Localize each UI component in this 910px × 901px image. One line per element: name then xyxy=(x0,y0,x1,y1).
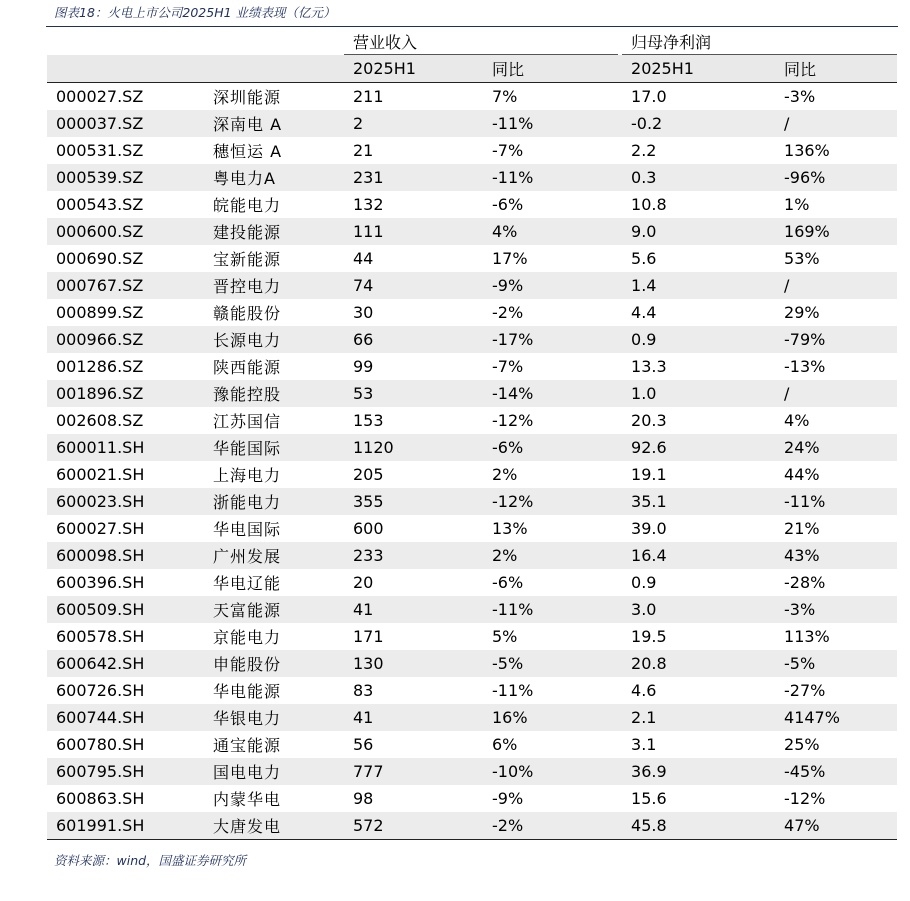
net-profit-cell: 0.9 xyxy=(622,569,775,596)
stock-code-cell: 001896.SZ xyxy=(47,380,204,407)
net-profit-yoy-cell: 43% xyxy=(775,542,897,569)
table-row xyxy=(47,461,897,488)
revenue-yoy-cell: -11% xyxy=(483,677,622,704)
net-profit-cell: 3.0 xyxy=(622,596,775,623)
revenue-yoy-cell: 13% xyxy=(483,515,622,542)
revenue-cell: 44 xyxy=(344,245,483,272)
revenue-cell: 20 xyxy=(344,569,483,596)
revenue-cell: 66 xyxy=(344,326,483,353)
net-profit-cell: 2.1 xyxy=(622,704,775,731)
revenue-yoy-cell: -17% xyxy=(483,326,622,353)
net-profit-yoy-cell: 113% xyxy=(775,623,897,650)
company-name-cell: 上海电力 xyxy=(204,461,344,488)
revenue-yoy-cell: -5% xyxy=(483,650,622,677)
table-row xyxy=(47,83,897,111)
stock-code-cell: 600578.SH xyxy=(47,623,204,650)
net-profit-yoy-cell: -3% xyxy=(775,83,897,111)
revenue-yoy-cell: 16% xyxy=(483,704,622,731)
figure-caption: 图表18：火电上市公司2025H1 业绩表现（亿元） xyxy=(54,5,336,20)
company-name-cell: 华银电力 xyxy=(204,704,344,731)
revenue-group-header xyxy=(344,27,622,55)
company-name-cell: 豫能控股 xyxy=(204,380,344,407)
net-profit-yoy-cell: -79% xyxy=(775,326,897,353)
revenue-yoy-cell: -6% xyxy=(483,434,622,461)
stock-code-cell: 600023.SH xyxy=(47,488,204,515)
revenue-yoy-cell: -9% xyxy=(483,272,622,299)
company-name-cell: 浙能电力 xyxy=(204,488,344,515)
revenue-cell: 205 xyxy=(344,461,483,488)
net-profit-yoy-cell: -45% xyxy=(775,758,897,785)
net-profit-yoy-cell: 4% xyxy=(775,407,897,434)
table-row xyxy=(47,326,897,353)
net-profit-yoy-cell: / xyxy=(775,380,897,407)
revenue-yoy-cell: -12% xyxy=(483,407,622,434)
stock-code-cell: 000027.SZ xyxy=(47,83,204,111)
company-name-cell: 粤电力A xyxy=(204,164,344,191)
company-name-cell: 穗恒运 A xyxy=(204,137,344,164)
revenue-cell: 83 xyxy=(344,677,483,704)
revenue-yoy-cell: 7% xyxy=(483,83,622,111)
profit-group-header xyxy=(622,27,897,55)
company-name-cell: 皖能电力 xyxy=(204,191,344,218)
stock-code-cell: 002608.SZ xyxy=(47,407,204,434)
table-row xyxy=(47,218,897,245)
profit-group-label: 归母净利润 xyxy=(631,32,712,52)
company-name-cell: 广州发展 xyxy=(204,542,344,569)
net-profit-cell: 1.0 xyxy=(622,380,775,407)
net-profit-cell: 13.3 xyxy=(622,353,775,380)
stock-code-cell: 600021.SH xyxy=(47,461,204,488)
revenue-cell: 211 xyxy=(344,83,483,111)
revenue-cell: 132 xyxy=(344,191,483,218)
revenue-cell: 30 xyxy=(344,299,483,326)
revenue-yoy-cell: -11% xyxy=(483,596,622,623)
revenue-yoy-cell: -6% xyxy=(483,569,622,596)
stock-code-cell: 600011.SH xyxy=(47,434,204,461)
revenue-cell: 572 xyxy=(344,812,483,840)
revenue-cell: 600 xyxy=(344,515,483,542)
stock-code-cell: 000899.SZ xyxy=(47,299,204,326)
stock-code-cell: 600780.SH xyxy=(47,731,204,758)
table-row xyxy=(47,434,897,461)
net-profit-cell: 17.0 xyxy=(622,83,775,111)
net-profit-yoy-cell: -13% xyxy=(775,353,897,380)
company-name-cell: 江苏国信 xyxy=(204,407,344,434)
revenue-yoy-cell: -11% xyxy=(483,164,622,191)
net-profit-cell: 20.3 xyxy=(622,407,775,434)
company-name-cell: 华电辽能 xyxy=(204,569,344,596)
net-profit-yoy-cell: 25% xyxy=(775,731,897,758)
revenue-yoy-cell: 17% xyxy=(483,245,622,272)
table-row xyxy=(47,191,897,218)
net-profit-yoy-cell: 44% xyxy=(775,461,897,488)
net-profit-cell: 35.1 xyxy=(622,488,775,515)
table-row xyxy=(47,785,897,812)
net-profit-cell: 16.4 xyxy=(622,542,775,569)
table-body xyxy=(47,83,897,840)
company-name-cell: 内蒙华电 xyxy=(204,785,344,812)
stock-code-cell: 000539.SZ xyxy=(47,164,204,191)
stock-code-cell: 600098.SH xyxy=(47,542,204,569)
stock-code-cell: 000767.SZ xyxy=(47,272,204,299)
net-profit-cell: 92.6 xyxy=(622,434,775,461)
net-profit-cell: 19.1 xyxy=(622,461,775,488)
net-profit-cell: 0.3 xyxy=(622,164,775,191)
table-row xyxy=(47,758,897,785)
table-row xyxy=(47,650,897,677)
net-profit-yoy-cell: 21% xyxy=(775,515,897,542)
revenue-yoy-cell: 2% xyxy=(483,542,622,569)
table-row xyxy=(47,380,897,407)
table-row xyxy=(47,623,897,650)
net-profit-yoy-cell: 136% xyxy=(775,137,897,164)
revenue-cell: 1120 xyxy=(344,434,483,461)
net-profit-yoy-cell: 53% xyxy=(775,245,897,272)
revenue-yoy-cell: -12% xyxy=(483,488,622,515)
net-profit-yoy-cell: 29% xyxy=(775,299,897,326)
table-row xyxy=(47,515,897,542)
revenue-yoy-cell: -9% xyxy=(483,785,622,812)
sub-header-row xyxy=(47,55,897,83)
revenue-cell: 171 xyxy=(344,623,483,650)
stock-code-cell: 000037.SZ xyxy=(47,110,204,137)
profit-period-header: 2025H1 xyxy=(622,55,775,83)
net-profit-yoy-cell: -5% xyxy=(775,650,897,677)
stock-code-cell: 600863.SH xyxy=(47,785,204,812)
revenue-yoy-cell: -6% xyxy=(483,191,622,218)
net-profit-cell: 36.9 xyxy=(622,758,775,785)
revenue-cell: 74 xyxy=(344,272,483,299)
stock-code-cell: 600642.SH xyxy=(47,650,204,677)
table-row xyxy=(47,110,897,137)
table-row xyxy=(47,731,897,758)
net-profit-yoy-cell: -28% xyxy=(775,569,897,596)
net-profit-yoy-cell: / xyxy=(775,272,897,299)
net-profit-yoy-cell: -3% xyxy=(775,596,897,623)
company-name-cell: 国电电力 xyxy=(204,758,344,785)
net-profit-cell: -0.2 xyxy=(622,110,775,137)
net-profit-cell: 20.8 xyxy=(622,650,775,677)
revenue-cell: 777 xyxy=(344,758,483,785)
revenue-yoy-cell: 5% xyxy=(483,623,622,650)
net-profit-cell: 4.6 xyxy=(622,677,775,704)
revenue-cell: 99 xyxy=(344,353,483,380)
net-profit-yoy-cell: 4147% xyxy=(775,704,897,731)
net-profit-cell: 2.2 xyxy=(622,137,775,164)
company-name-cell: 赣能股份 xyxy=(204,299,344,326)
stock-code-cell: 600744.SH xyxy=(47,704,204,731)
table-row xyxy=(47,596,897,623)
company-name-cell: 申能股份 xyxy=(204,650,344,677)
net-profit-yoy-cell: 169% xyxy=(775,218,897,245)
net-profit-cell: 39.0 xyxy=(622,515,775,542)
net-profit-yoy-cell: 1% xyxy=(775,191,897,218)
source-note: 资料来源：wind，国盛证券研究所 xyxy=(54,853,247,868)
table-row xyxy=(47,704,897,731)
table-row xyxy=(47,245,897,272)
revenue-yoy-cell: -14% xyxy=(483,380,622,407)
stock-code-cell: 000600.SZ xyxy=(47,218,204,245)
revenue-cell: 233 xyxy=(344,542,483,569)
stock-code-cell: 000543.SZ xyxy=(47,191,204,218)
company-name-cell: 深南电 A xyxy=(204,110,344,137)
company-name-cell: 陕西能源 xyxy=(204,353,344,380)
table-row xyxy=(47,272,897,299)
stock-code-cell: 000966.SZ xyxy=(47,326,204,353)
net-profit-yoy-cell: -11% xyxy=(775,488,897,515)
table-row xyxy=(47,164,897,191)
net-profit-yoy-cell: 47% xyxy=(775,812,897,840)
revenue-cell: 53 xyxy=(344,380,483,407)
profit-group-underline xyxy=(622,54,897,55)
revenue-cell: 21 xyxy=(344,137,483,164)
group-header-row xyxy=(47,27,897,55)
company-name-cell: 通宝能源 xyxy=(204,731,344,758)
net-profit-cell: 19.5 xyxy=(622,623,775,650)
stock-code-cell: 000690.SZ xyxy=(47,245,204,272)
revenue-group-label: 营业收入 xyxy=(353,32,418,52)
net-profit-yoy-cell: -96% xyxy=(775,164,897,191)
net-profit-cell: 5.6 xyxy=(622,245,775,272)
net-profit-yoy-cell: -12% xyxy=(775,785,897,812)
table-row xyxy=(47,677,897,704)
revenue-cell: 41 xyxy=(344,704,483,731)
table-row xyxy=(47,299,897,326)
table-row xyxy=(47,569,897,596)
table-row xyxy=(47,542,897,569)
revenue-cell: 231 xyxy=(344,164,483,191)
net-profit-cell: 0.9 xyxy=(622,326,775,353)
revenue-cell: 2 xyxy=(344,110,483,137)
company-name-cell: 华能国际 xyxy=(204,434,344,461)
net-profit-yoy-cell: -27% xyxy=(775,677,897,704)
stock-code-cell: 600795.SH xyxy=(47,758,204,785)
net-profit-cell: 10.8 xyxy=(622,191,775,218)
net-profit-cell: 4.4 xyxy=(622,299,775,326)
net-profit-cell: 45.8 xyxy=(622,812,775,840)
revenue-yoy-cell: -7% xyxy=(483,353,622,380)
net-profit-cell: 1.4 xyxy=(622,272,775,299)
company-name-cell: 华电能源 xyxy=(204,677,344,704)
revenue-yoy-cell: -2% xyxy=(483,299,622,326)
stock-code-cell: 600509.SH xyxy=(47,596,204,623)
revenue-yoy-cell: 6% xyxy=(483,731,622,758)
net-profit-yoy-cell: / xyxy=(775,110,897,137)
table-row xyxy=(47,812,897,840)
revenue-cell: 111 xyxy=(344,218,483,245)
net-profit-cell: 3.1 xyxy=(622,731,775,758)
company-name-cell: 长源电力 xyxy=(204,326,344,353)
revenue-yoy-cell: -10% xyxy=(483,758,622,785)
revenue-yoy-cell: 4% xyxy=(483,218,622,245)
table-row xyxy=(47,353,897,380)
revenue-yoy-cell: 2% xyxy=(483,461,622,488)
revenue-group-underline xyxy=(344,54,618,55)
revenue-cell: 56 xyxy=(344,731,483,758)
revenue-yoy-cell: -7% xyxy=(483,137,622,164)
revenue-cell: 355 xyxy=(344,488,483,515)
company-name-cell: 华电国际 xyxy=(204,515,344,542)
revenue-cell: 130 xyxy=(344,650,483,677)
company-name-cell: 建投能源 xyxy=(204,218,344,245)
revenue-cell: 153 xyxy=(344,407,483,434)
company-name-cell: 宝新能源 xyxy=(204,245,344,272)
revenue-cell: 41 xyxy=(344,596,483,623)
stock-code-cell: 600027.SH xyxy=(47,515,204,542)
company-name-cell: 大唐发电 xyxy=(204,812,344,840)
stock-code-cell: 600396.SH xyxy=(47,569,204,596)
revenue-cell: 98 xyxy=(344,785,483,812)
revenue-yoy-header: 同比 xyxy=(483,55,622,83)
net-profit-yoy-cell: 24% xyxy=(775,434,897,461)
table-row xyxy=(47,137,897,164)
company-name-cell: 深圳能源 xyxy=(204,83,344,111)
net-profit-cell: 9.0 xyxy=(622,218,775,245)
revenue-yoy-cell: -2% xyxy=(483,812,622,840)
stock-code-cell: 601991.SH xyxy=(47,812,204,840)
net-profit-cell: 15.6 xyxy=(622,785,775,812)
table-row xyxy=(47,407,897,434)
stock-code-cell: 001286.SZ xyxy=(47,353,204,380)
revenue-yoy-cell: -11% xyxy=(483,110,622,137)
table-row xyxy=(47,488,897,515)
revenue-period-header: 2025H1 xyxy=(344,55,483,83)
earnings-table xyxy=(47,27,897,840)
company-name-cell: 京能电力 xyxy=(204,623,344,650)
company-name-cell: 天富能源 xyxy=(204,596,344,623)
profit-yoy-header: 同比 xyxy=(775,55,897,83)
stock-code-cell: 600726.SH xyxy=(47,677,204,704)
stock-code-cell: 000531.SZ xyxy=(47,137,204,164)
company-name-cell: 晋控电力 xyxy=(204,272,344,299)
